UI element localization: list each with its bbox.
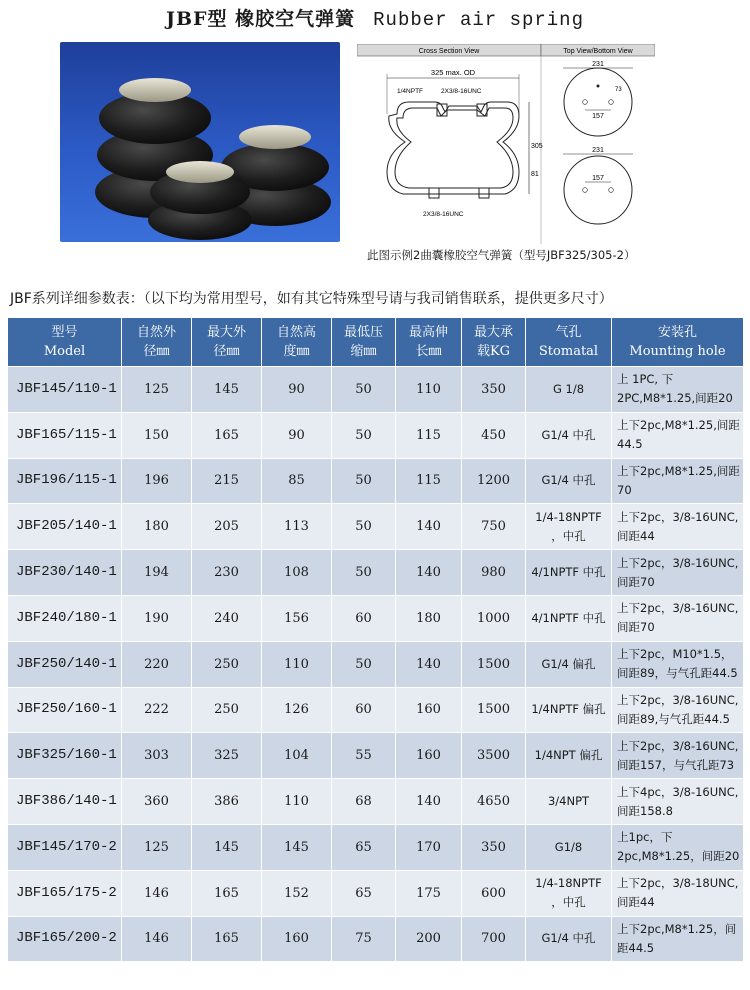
max-extend-cell: 175 xyxy=(396,870,462,916)
mounting-hole-cell: 上下2pc,M8*1.25，间距44.5 xyxy=(612,916,744,962)
min-compress-cell: 75 xyxy=(332,916,396,962)
table-row xyxy=(8,824,744,870)
natural-height-cell: 145 xyxy=(262,824,332,870)
port-cell: 3/4NPT xyxy=(526,779,612,825)
natural-od-cell: 196 xyxy=(122,458,192,504)
header-cn: 自然高 xyxy=(276,325,316,340)
table-body xyxy=(8,367,744,962)
model-cell: JBF250/140-1 xyxy=(8,641,122,687)
natural-height-cell: 110 xyxy=(262,641,332,687)
max-load-cell: 350 xyxy=(462,824,526,870)
top-port-offset: 73 xyxy=(615,87,622,93)
max-od-cell: 205 xyxy=(192,504,262,550)
column-header xyxy=(192,318,262,367)
max-extend-cell: 140 xyxy=(396,550,462,596)
natural-od-cell: 222 xyxy=(122,687,192,733)
max-load-cell: 700 xyxy=(462,916,526,962)
natural-od-cell: 146 xyxy=(122,870,192,916)
table-row xyxy=(8,779,744,825)
model-cell: JBF165/200-2 xyxy=(8,916,122,962)
max-load-cell: 1200 xyxy=(462,458,526,504)
max-load-cell: 3500 xyxy=(462,733,526,779)
min-compress-cell: 50 xyxy=(332,367,396,413)
top-bolt-callout: 2X3/8-16UNC xyxy=(441,88,482,95)
table-row xyxy=(8,733,744,779)
header-en: 载KG xyxy=(476,344,511,359)
natural-od-cell: 194 xyxy=(122,550,192,596)
port-cell: 1/4-18NPTF ，中孔 xyxy=(526,504,612,550)
table-row xyxy=(8,687,744,733)
max-od-cell: 230 xyxy=(192,550,262,596)
table-row xyxy=(8,595,744,641)
natural-od-cell: 125 xyxy=(122,824,192,870)
max-extend-cell: 160 xyxy=(396,733,462,779)
min-compress-cell: 65 xyxy=(332,824,396,870)
header-en: 长㎜ xyxy=(415,344,442,359)
header-cn: 最低压 xyxy=(343,325,383,340)
max-load-cell: 600 xyxy=(462,870,526,916)
port-callout: 1/4NPTF xyxy=(397,88,424,95)
model-cell: JBF165/175-2 xyxy=(8,870,122,916)
column-header xyxy=(332,318,396,367)
port-cell: G1/4 中孔 xyxy=(526,412,612,458)
od-dimension: 325 max. OD xyxy=(430,68,476,77)
table-header-row xyxy=(8,318,744,367)
title-cn: JBF型 橡胶空气弹簧 xyxy=(166,8,356,30)
max-od-cell: 250 xyxy=(192,687,262,733)
column-header xyxy=(122,318,192,367)
header-en: 径㎜ xyxy=(213,344,240,359)
max-extend-cell: 170 xyxy=(396,824,462,870)
max-load-cell: 750 xyxy=(462,504,526,550)
cross-section-profile xyxy=(387,102,519,198)
mounting-hole-cell: 上下2pc,M8*1.25,间距44.5 xyxy=(612,412,744,458)
mounting-hole-cell: 上下4pc，3/8-16UNC,间距158.8 xyxy=(612,779,744,825)
product-photo xyxy=(60,42,340,242)
mounting-hole-cell: 上下2pc，3/8-16UNC,间距44 xyxy=(612,504,744,550)
model-cell: JBF240/180-1 xyxy=(8,595,122,641)
header-en: 度㎜ xyxy=(283,344,310,359)
table-row xyxy=(8,916,744,962)
mounting-hole-cell: 上下2pc，3/8-18UNC,间距44 xyxy=(612,870,744,916)
mounting-hole-cell: 上1pc，下2pc,M8*1.25，间距20 xyxy=(612,824,744,870)
spec-table xyxy=(7,317,744,962)
table-row xyxy=(8,870,744,916)
bottom-bolt-spacing: 157 xyxy=(592,175,604,182)
header-en: Mounting hole xyxy=(629,344,726,359)
min-compress-cell: 50 xyxy=(332,504,396,550)
max-extend-cell: 115 xyxy=(396,458,462,504)
mounting-hole-cell: 上下2pc，3/8-16UNC,间距70 xyxy=(612,550,744,596)
natural-od-cell: 180 xyxy=(122,504,192,550)
header-cn: 最高伸 xyxy=(408,325,448,340)
top-plate-diameter: 231 xyxy=(592,61,604,68)
model-cell: JBF196/115-1 xyxy=(8,458,122,504)
min-compress-cell: 60 xyxy=(332,687,396,733)
natural-height-cell: 156 xyxy=(262,595,332,641)
bottom-bolt-callout: 2X3/8-16UNC xyxy=(423,211,464,218)
port-cell: G1/4 偏孔 xyxy=(526,641,612,687)
min-compress-cell: 55 xyxy=(332,733,396,779)
max-extend-cell: 140 xyxy=(396,504,462,550)
header-cn: 型号 xyxy=(51,325,78,340)
port-cell: G1/4 中孔 xyxy=(526,458,612,504)
max-extend-cell: 140 xyxy=(396,779,462,825)
header-en: Stomatal xyxy=(538,344,599,359)
max-load-cell: 980 xyxy=(462,550,526,596)
max-od-cell: 250 xyxy=(192,641,262,687)
mounting-hole-cell: 上 1PC, 下 2PC,M8*1.25,间距20 xyxy=(612,367,744,413)
header-en: 径㎜ xyxy=(143,344,170,359)
model-cell: JBF230/140-1 xyxy=(8,550,122,596)
max-extend-cell: 180 xyxy=(396,595,462,641)
table-row xyxy=(8,641,744,687)
port-cell: G1/4 中孔 xyxy=(526,916,612,962)
header-cn: 气孔 xyxy=(555,325,582,340)
max-od-cell: 386 xyxy=(192,779,262,825)
column-header xyxy=(462,318,526,367)
max-od-cell: 325 xyxy=(192,733,262,779)
min-height-dimension: 81 xyxy=(531,171,539,178)
natural-height-cell: 85 xyxy=(262,458,332,504)
min-compress-cell: 50 xyxy=(332,641,396,687)
air-spring-photo xyxy=(60,42,340,242)
port-cell: G 1/8 xyxy=(526,367,612,413)
natural-height-cell: 160 xyxy=(262,916,332,962)
bottom-view xyxy=(563,147,633,224)
natural-od-cell: 220 xyxy=(122,641,192,687)
natural-od-cell: 190 xyxy=(122,595,192,641)
mounting-hole-cell: 上下2pc，3/8-16UNC,间距157，与气孔距73 xyxy=(612,733,744,779)
header-cn: 安装孔 xyxy=(657,325,697,340)
column-header xyxy=(262,318,332,367)
table-row xyxy=(8,367,744,413)
max-od-cell: 145 xyxy=(192,824,262,870)
min-compress-cell: 50 xyxy=(332,550,396,596)
column-header xyxy=(612,318,744,367)
bottom-plate-diameter: 231 xyxy=(592,147,604,154)
header-en: 缩㎜ xyxy=(350,344,377,359)
max-extend-cell: 140 xyxy=(396,641,462,687)
max-load-cell: 1500 xyxy=(462,687,526,733)
max-od-cell: 165 xyxy=(192,870,262,916)
natural-od-cell: 146 xyxy=(122,916,192,962)
column-header xyxy=(396,318,462,367)
model-cell: JBF325/160-1 xyxy=(8,733,122,779)
max-od-cell: 165 xyxy=(192,916,262,962)
mounting-hole-cell: 上下2pc，M10*1.5，间距89，与气孔距44.5 xyxy=(612,641,744,687)
top-bottom-view-label: Top View/Bottom View xyxy=(563,48,633,55)
natural-od-cell: 125 xyxy=(122,367,192,413)
table-row xyxy=(8,412,744,458)
title-en: Rubber air spring xyxy=(373,9,584,31)
mounting-hole-cell: 上下2pc，3/8-16UNC,间距89,与气孔距44.5 xyxy=(612,687,744,733)
header-en: Model xyxy=(43,344,86,359)
max-od-cell: 165 xyxy=(192,412,262,458)
mounting-hole-cell: 上下2pc，3/8-16UNC,间距70 xyxy=(612,595,744,641)
natural-height-cell: 126 xyxy=(262,687,332,733)
column-header xyxy=(526,318,612,367)
natural-height-cell: 108 xyxy=(262,550,332,596)
max-load-cell: 4650 xyxy=(462,779,526,825)
min-compress-cell: 65 xyxy=(332,870,396,916)
model-cell: JBF165/115-1 xyxy=(8,412,122,458)
max-extend-cell: 160 xyxy=(396,687,462,733)
max-extend-cell: 200 xyxy=(396,916,462,962)
max-od-cell: 145 xyxy=(192,367,262,413)
min-compress-cell: 68 xyxy=(332,779,396,825)
natural-height-cell: 113 xyxy=(262,504,332,550)
technical-drawing xyxy=(357,44,655,244)
natural-od-cell: 150 xyxy=(122,412,192,458)
model-cell: JBF386/140-1 xyxy=(8,779,122,825)
model-cell: JBF145/170-2 xyxy=(8,824,122,870)
min-compress-cell: 50 xyxy=(332,412,396,458)
max-load-cell: 350 xyxy=(462,367,526,413)
top-bolt-spacing: 157 xyxy=(592,113,604,120)
natural-height-cell: 152 xyxy=(262,870,332,916)
port-cell: 1/4NPTF 偏孔 xyxy=(526,687,612,733)
cross-section-label: Cross Section View xyxy=(418,48,480,55)
max-od-cell: 215 xyxy=(192,458,262,504)
port-cell: 1/4-18NPTF ，中孔 xyxy=(526,870,612,916)
natural-od-cell: 360 xyxy=(122,779,192,825)
table-subtitle: JBF系列详细参数表：（以下均为常用型号，如有其它特殊型号请与我司销售联系，提供更多尺寸） xyxy=(10,291,613,307)
natural-height-cell: 90 xyxy=(262,367,332,413)
top-view xyxy=(563,61,633,136)
natural-od-cell: 303 xyxy=(122,733,192,779)
max-load-cell: 1500 xyxy=(462,641,526,687)
drawing-caption: 此图示例2曲囊橡胶空气弹簧（型号JBF325/305-2） xyxy=(367,248,636,262)
model-cell: JBF250/160-1 xyxy=(8,687,122,733)
model-cell: JBF145/110-1 xyxy=(8,367,122,413)
page-title xyxy=(0,4,750,31)
min-compress-cell: 50 xyxy=(332,458,396,504)
max-extend-cell: 110 xyxy=(396,367,462,413)
header-cn: 自然外 xyxy=(136,325,176,340)
table-row xyxy=(8,504,744,550)
port-cell: G1/8 xyxy=(526,824,612,870)
port-cell: 4/1NPTF 中孔 xyxy=(526,595,612,641)
table-row xyxy=(8,458,744,504)
min-compress-cell: 60 xyxy=(332,595,396,641)
port-cell: 1/4NPT 偏孔 xyxy=(526,733,612,779)
natural-height-cell: 90 xyxy=(262,412,332,458)
header-cn: 最大外 xyxy=(206,325,246,340)
model-cell: JBF205/140-1 xyxy=(8,504,122,550)
table-row xyxy=(8,550,744,596)
header-cn: 最大承 xyxy=(473,325,513,340)
height-dimension: 305 xyxy=(531,143,543,150)
port-cell: 4/1NPTF 中孔 xyxy=(526,550,612,596)
natural-height-cell: 110 xyxy=(262,779,332,825)
column-header xyxy=(8,318,122,367)
max-load-cell: 1000 xyxy=(462,595,526,641)
max-extend-cell: 115 xyxy=(396,412,462,458)
max-od-cell: 240 xyxy=(192,595,262,641)
max-load-cell: 450 xyxy=(462,412,526,458)
mounting-hole-cell: 上下2pc,M8*1.25,间距70 xyxy=(612,458,744,504)
natural-height-cell: 104 xyxy=(262,733,332,779)
